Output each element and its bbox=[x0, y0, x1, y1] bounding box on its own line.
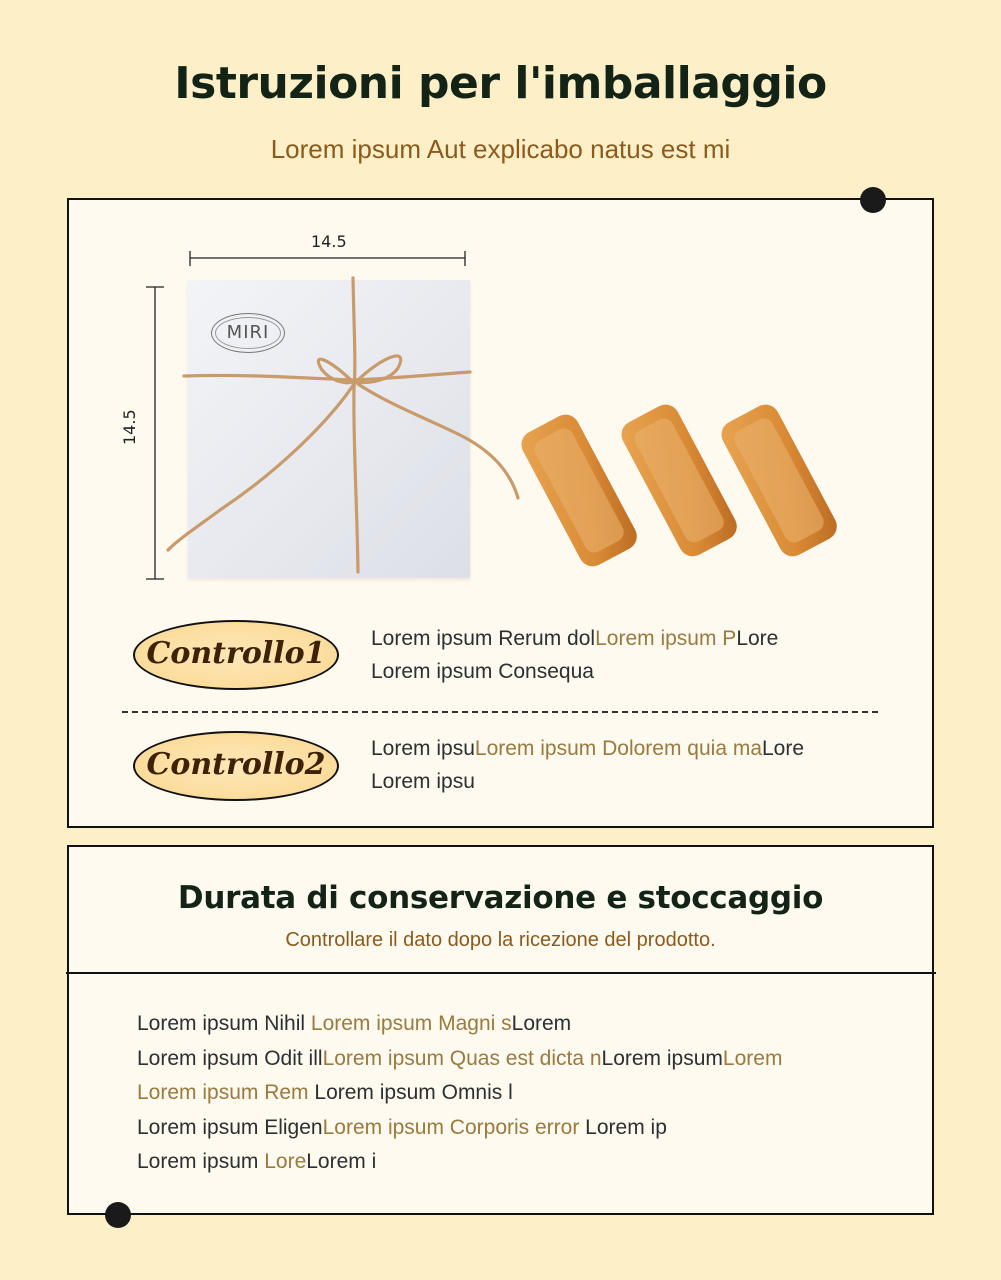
highlight-segment: Lorem ipsum P bbox=[595, 627, 737, 650]
text-line: Lorem ipsu bbox=[371, 770, 475, 793]
text-segment: Lore bbox=[736, 627, 779, 650]
storage-title: Durata di conservazione e stoccaggio bbox=[177, 880, 824, 916]
corner-dot bbox=[860, 187, 886, 213]
check-description bbox=[371, 732, 911, 798]
storage-line: Lorem ipsum Odit illLorem ipsum Quas est dicta nLorem ipsumLorem bbox=[137, 1046, 783, 1070]
storage-line: Lorem ipsum EligenLorem ipsum Corporis error Lorem ip bbox=[137, 1115, 667, 1139]
storage-line: Lorem ipsum Nihil Lorem ipsum Magni sLorem bbox=[137, 1012, 572, 1035]
twine-illustration bbox=[160, 270, 530, 580]
section-rule bbox=[66, 972, 936, 974]
storage-subtitle: Controllare il dato dopo la ricezione del prodotto. bbox=[285, 929, 716, 951]
text-segment: Lorem ipsu bbox=[371, 737, 475, 760]
brand-stamp: MIRI bbox=[211, 313, 285, 353]
height-label: 14.5 bbox=[120, 409, 139, 445]
check-description bbox=[371, 622, 911, 688]
storage-line: Lorem ipsum LoreLorem i bbox=[137, 1150, 377, 1173]
check-badge: Controllo2 bbox=[133, 731, 339, 801]
page-subtitle: Lorem ipsum Aut explicabo natus est mi bbox=[270, 134, 731, 164]
text-line: Lorem ipsum Consequa bbox=[371, 660, 594, 683]
width-label: 14.5 bbox=[311, 232, 347, 251]
page-title: Istruzioni per l'imballaggio bbox=[174, 58, 827, 109]
text-segment: Lorem ipsum Rerum dol bbox=[371, 627, 596, 650]
cookies-image bbox=[520, 395, 860, 570]
corner-dot bbox=[105, 1202, 131, 1228]
storage-text bbox=[137, 1007, 897, 1180]
dashed-divider bbox=[122, 711, 878, 713]
check-badge: Controllo1 bbox=[133, 620, 339, 690]
text-segment: Lore bbox=[762, 737, 805, 760]
storage-line: Lorem ipsum Rem Lorem ipsum Omnis l bbox=[137, 1081, 513, 1104]
highlight-segment: Lorem ipsum Dolorem quia ma bbox=[474, 737, 762, 760]
